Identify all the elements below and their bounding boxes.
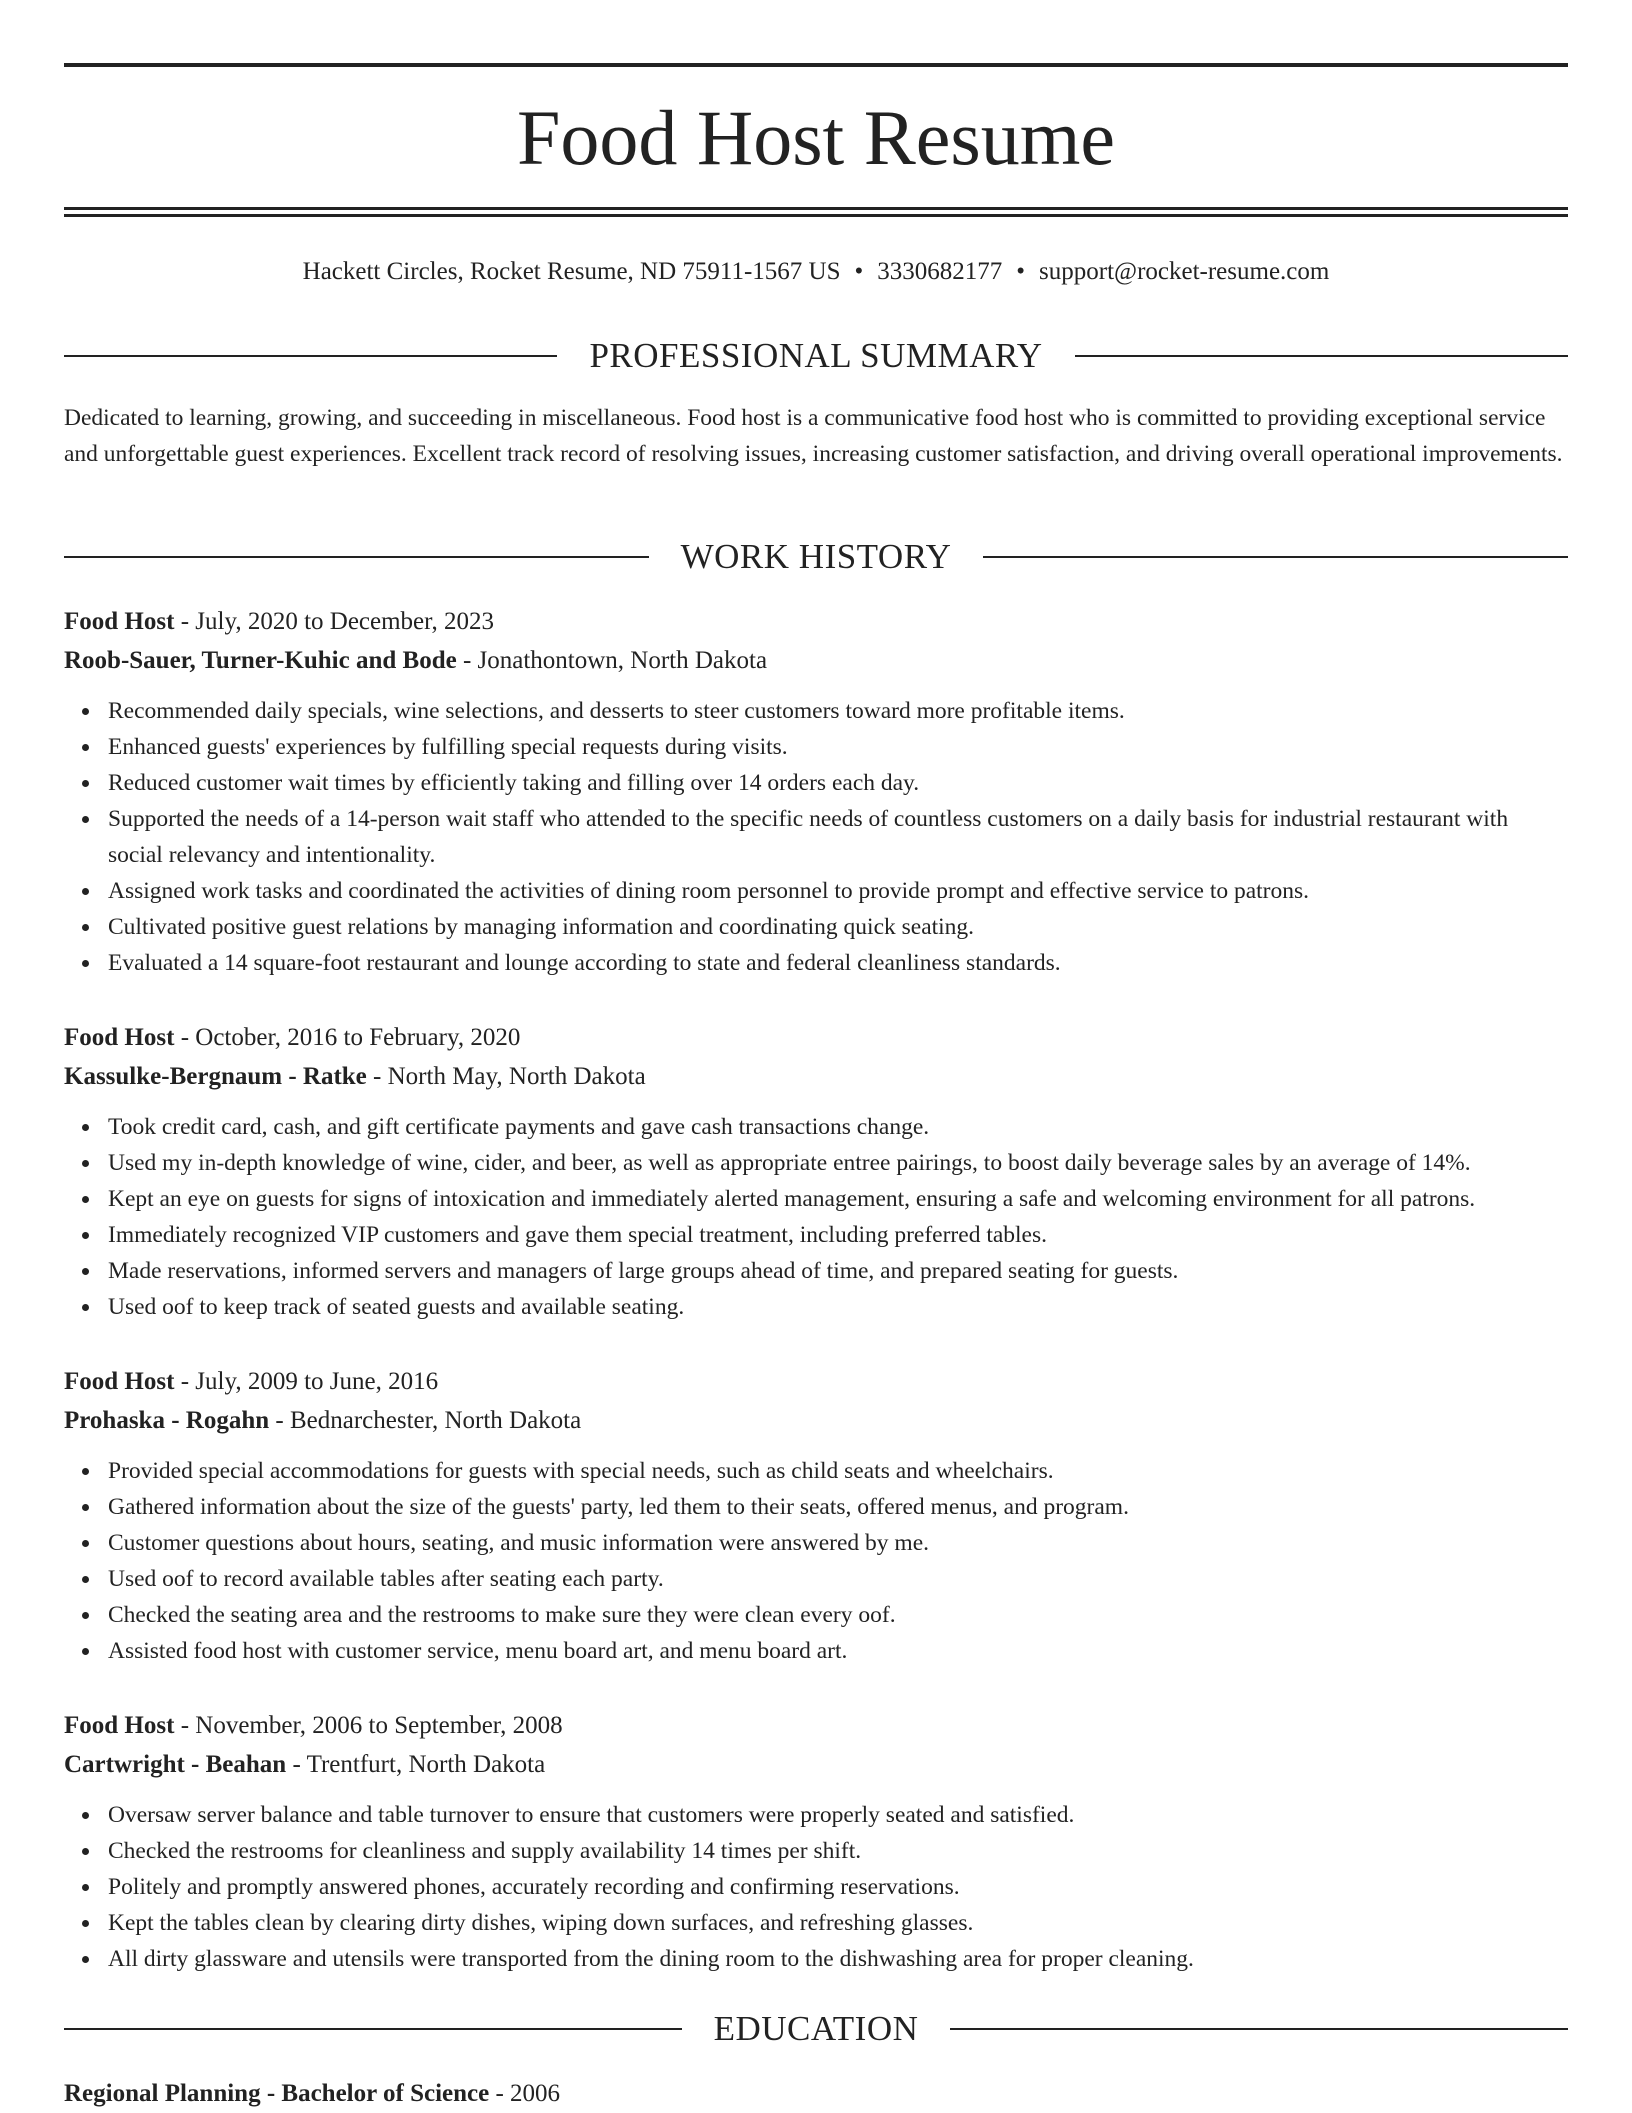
contact-line <box>64 254 1568 290</box>
contact-email: support@rocket-resume.com <box>1039 258 1330 285</box>
job-bullet: Checked the restrooms for cleanliness and supply availability 14 times per shift. <box>108 1833 1568 1869</box>
job-title: Food Host <box>64 608 175 635</box>
divider <box>64 556 649 558</box>
job-entry <box>64 602 1568 981</box>
job-bullet: Cultivated positive guest relations by managing information and coordinating quick seating. <box>108 909 1568 945</box>
divider <box>64 2028 682 2030</box>
section-heading-work-history <box>64 535 1568 579</box>
job-bullet: Kept an eye on guests for signs of intoxication and immediately alerted management, ensuring a safe and welcoming environment for all patrons. <box>108 1181 1568 1217</box>
divider <box>983 556 1568 558</box>
job-bullet: Used oof to keep track of seated guests and available seating. <box>108 1289 1568 1325</box>
job-bullet: Used oof to record available tables after seating each party. <box>108 1561 1568 1597</box>
education-degree: Regional Planning - Bachelor of Science <box>64 2080 490 2107</box>
job-bullet: Assigned work tasks and coordinated the activities of dining room personnel to provide prompt and effective service to patrons. <box>108 873 1568 909</box>
job-employer-line <box>64 1057 1568 1096</box>
job-bullet: Supported the needs of a 14-person wait staff who attended to the specific needs of countless customers on a daily basis for industrial restaurant with social relevancy and intentionality. <box>108 801 1568 873</box>
job-title-line <box>64 1706 1568 1745</box>
job-title: Food Host <box>64 1368 175 1395</box>
job-location: - North May, North Dakota <box>366 1063 646 1090</box>
job-title-line <box>64 1018 1568 1057</box>
education-entry <box>64 2074 1568 2113</box>
job-bullet: Gathered information about the size of the guests' party, led them to their seats, offered menus, and program. <box>108 1489 1568 1525</box>
job-dates: - October, 2016 to February, 2020 <box>174 1024 521 1051</box>
professional-summary: Dedicated to learning, growing, and succeeding in miscellaneous. Food host is a communicative food host who is committed to providing exceptional service and unforgettable guest experiences. Excellent track record of resolving issues, increasing customer satisfaction, and driving overall operational improvements. <box>64 405 1563 467</box>
job-location: - Bednarchester, North Dakota <box>269 1407 582 1434</box>
job-entry <box>64 1706 1568 1977</box>
job-bullets <box>64 1109 1568 1325</box>
job-bullet: Assisted food host with customer service, menu board art, and menu board art. <box>108 1633 1568 1669</box>
job-employer: Roob-Sauer, Turner-Kuhic and Bode <box>64 647 457 674</box>
job-bullet: Checked the seating area and the restrooms to make sure they were clean every oof. <box>108 1597 1568 1633</box>
job-bullet: Enhanced guests' experiences by fulfilling special requests during visits. <box>108 729 1568 765</box>
section-heading-label: WORK HISTORY <box>680 537 952 576</box>
job-bullet: Reduced customer wait times by efficiently taking and filling over 14 orders each day. <box>108 765 1568 801</box>
job-bullet: Took credit card, cash, and gift certificate payments and gave cash transactions change. <box>108 1109 1568 1145</box>
job-location: - Jonathontown, North Dakota <box>456 647 768 674</box>
section-heading-education <box>64 2007 1568 2051</box>
job-bullets <box>64 1797 1568 1977</box>
education-year: - 2006 <box>489 2080 561 2107</box>
job-bullet: Customer questions about hours, seating, and music information were answered by me. <box>108 1525 1568 1561</box>
job-bullet: Made reservations, informed servers and managers of large groups ahead of time, and prepared seating for guests. <box>108 1253 1568 1289</box>
contact-address: Hackett Circles, Rocket Resume, ND 75911-1567 US <box>302 258 841 285</box>
job-dates: - November, 2006 to September, 2008 <box>174 1712 563 1739</box>
section-heading-summary <box>64 334 1568 378</box>
job-title: Food Host <box>64 1024 175 1051</box>
job-entry <box>64 1362 1568 1669</box>
job-bullets <box>64 1453 1568 1669</box>
title-double-rule <box>64 207 1568 217</box>
divider <box>950 2028 1568 2030</box>
job-bullet: All dirty glassware and utensils were transported from the dining room to the dishwashing area for proper cleaning. <box>108 1941 1568 1977</box>
job-bullet: Kept the tables clean by clearing dirty dishes, wiping down surfaces, and refreshing glasses. <box>108 1905 1568 1941</box>
job-bullet: Oversaw server balance and table turnover to ensure that customers were properly seated and satisfied. <box>108 1797 1568 1833</box>
section-heading-label: PROFESSIONAL SUMMARY <box>589 336 1043 375</box>
job-bullets <box>64 693 1568 981</box>
job-location: - Trentfurt, North Dakota <box>286 1751 546 1778</box>
job-title: Food Host <box>64 1712 175 1739</box>
job-employer: Cartwright - Beahan <box>64 1751 287 1778</box>
job-employer-line <box>64 641 1568 680</box>
job-employer: Kassulke-Bergnaum - Ratke <box>64 1063 367 1090</box>
job-employer-line <box>64 1745 1568 1784</box>
job-bullet: Used my in-depth knowledge of wine, cider, and beer, as well as appropriate entree pairings, to boost daily beverage sales by an average of 14%. <box>108 1145 1568 1181</box>
job-title-line <box>64 1362 1568 1401</box>
contact-separator: • <box>1016 258 1026 285</box>
contact-separator: • <box>854 258 864 285</box>
job-entry <box>64 1018 1568 1325</box>
divider <box>1075 355 1568 357</box>
job-bullet: Recommended daily specials, wine selections, and desserts to steer customers toward more profitable items. <box>108 693 1568 729</box>
job-dates: - July, 2020 to December, 2023 <box>174 608 494 635</box>
section-heading-label: EDUCATION <box>713 2009 919 2048</box>
job-employer-line <box>64 1401 1568 1440</box>
contact-phone: 3330682177 <box>877 258 1003 285</box>
job-bullet: Politely and promptly answered phones, accurately recording and confirming reservations. <box>108 1869 1568 1905</box>
job-bullet: Provided special accommodations for guests with special needs, such as child seats and wheelchairs. <box>108 1453 1568 1489</box>
job-title-line <box>64 602 1568 641</box>
top-rule <box>64 63 1568 67</box>
page-title: Food Host Resume <box>516 94 1116 181</box>
job-bullet: Evaluated a 14 square-foot restaurant and lounge according to state and federal cleanliness standards. <box>108 945 1568 981</box>
divider <box>64 355 557 357</box>
job-bullet: Immediately recognized VIP customers and gave them special treatment, including preferred tables. <box>108 1217 1568 1253</box>
job-dates: - July, 2009 to June, 2016 <box>174 1368 439 1395</box>
job-employer: Prohaska - Rogahn <box>64 1407 270 1434</box>
